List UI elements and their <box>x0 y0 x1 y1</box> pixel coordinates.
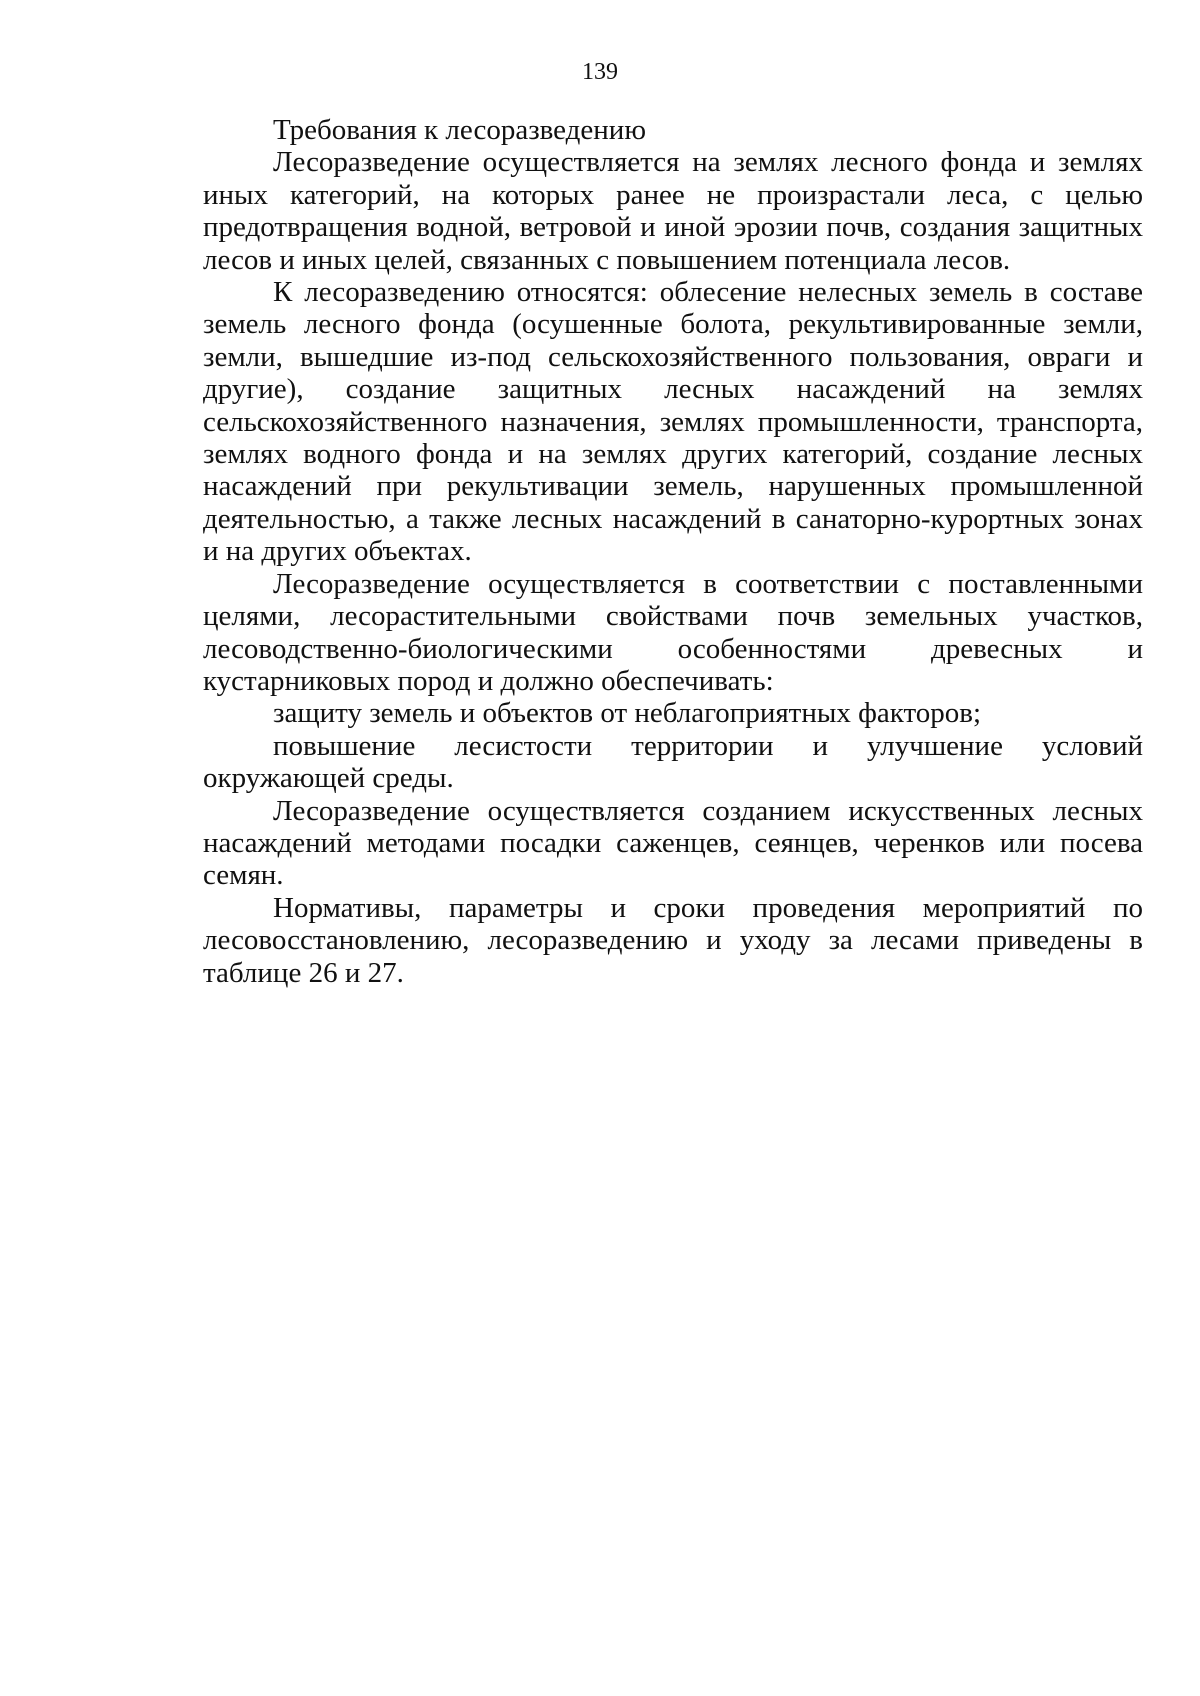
document-body <box>203 114 1143 989</box>
paragraph-afforestation-definition: Лесоразведение осуществляется на землях лесного фонда и землях иных категорий, на которых ранее не произрастали леса, с целью предотвращения водной, ветровой и иной эрозии почв, создания защитных лесов и иных целей, связанных с повышением потенциала лесов. <box>203 146 1143 276</box>
paragraph-normatives-reference: Нормативы, параметры и сроки проведения мероприятий по лесовосстановлению, лесоразведению и уходу за лесами приведены в таблице 26 и 27. <box>203 891 1143 989</box>
section-heading: Требования к лесоразведению <box>273 114 646 146</box>
page-number: 139 <box>582 59 618 85</box>
paragraph-planting-methods: Лесоразведение осуществляется созданием искусственных лесных насаждений методами посадки саженцев, сеянцев, черенков или посева семян. <box>203 794 1143 892</box>
paragraph-forest-cover-increase: повышение лесистости территории и улучшение условий окружающей среды. <box>203 729 1143 795</box>
paragraph-afforestation-types: К лесоразведению относятся: облесение нелесных земель в составе земель лесного фонда (осушенные болота, рекультивированные земли, земли, вышедшие из-под сельскохозяйственного пользования, овраги и другие), создание защитных лесных насаждений на землях сельскохозяйственного назначения, землях промышленности, транспорта, землях водного фонда и на землях других категорий, создание лесных насаждений при рекультивации земель, нарушенных промышленной деятельностью, а также лесных насаждений в санаторно-курортных зонах и на других объектах. <box>203 276 1143 568</box>
paragraph-land-protection: защиту земель и объектов от неблагоприятных факторов; <box>273 697 982 730</box>
paragraph-afforestation-conditions: Лесоразведение осуществляется в соответствии с поставленными целями, лесорастительными свойствами почв земельных участков, лесоводственно-биологическими особенностями древесных и кустарниковых пород и должно обеспечивать: <box>203 567 1143 697</box>
